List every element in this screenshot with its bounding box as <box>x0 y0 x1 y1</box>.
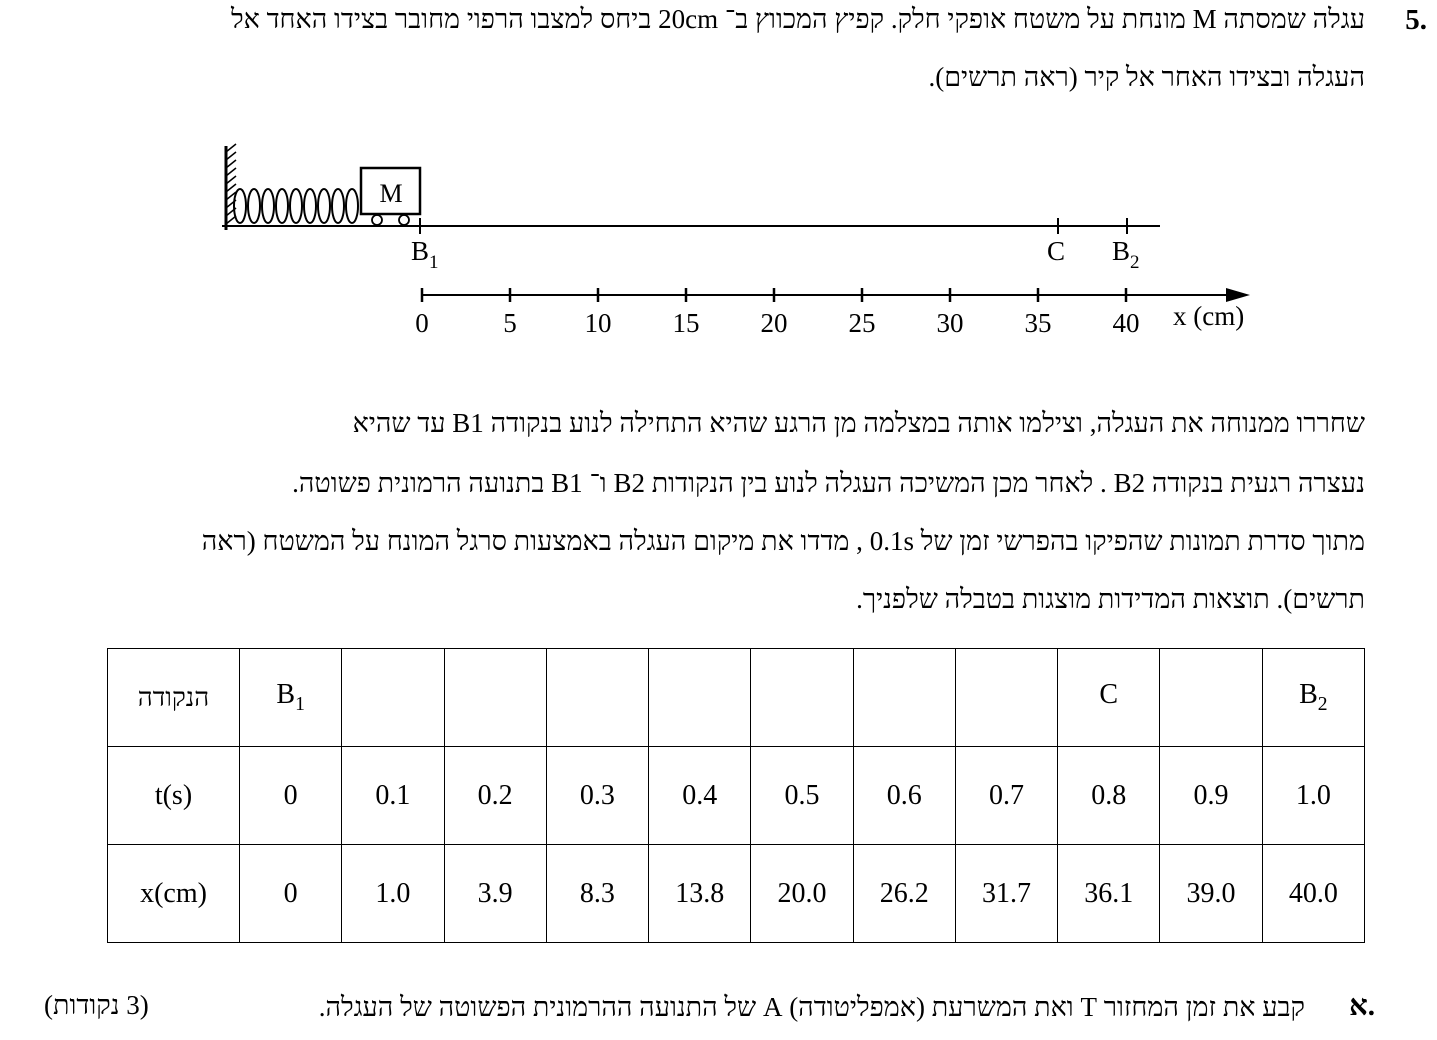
time-cell: 0.4 <box>649 747 751 845</box>
row-label-position: x(cm) <box>108 845 240 943</box>
cart-wheel <box>372 215 382 225</box>
spring-cart-diagram <box>0 0 1437 360</box>
time-cell: 0.3 <box>546 747 648 845</box>
time-cell: 0.7 <box>955 747 1057 845</box>
point-cell <box>955 649 1057 747</box>
subquestion-points: (3 נקודות) <box>44 990 149 1020</box>
time-cell: 0.9 <box>1160 747 1262 845</box>
time-cell: 0.6 <box>853 747 955 845</box>
time-cell: 0.2 <box>444 747 546 845</box>
cart-wheel <box>399 215 409 225</box>
spring <box>234 189 358 223</box>
x-axis-arrow <box>1226 288 1250 302</box>
table-row-positions <box>108 845 1365 943</box>
position-cell: 31.7 <box>955 845 1057 943</box>
point-b2-label: $B_2$ <box>1112 236 1140 273</box>
measurement-table <box>107 648 1365 943</box>
point-cell <box>342 649 444 747</box>
ruler-tick-label: 5 <box>503 308 517 338</box>
position-cell: 3.9 <box>444 845 546 943</box>
position-cell: 26.2 <box>853 845 955 943</box>
question-text-line-1: עגלה שמסתה M מונחת על משטח אופקי חלק. קפיץ המכווץ ב־ 20cm ביחס למצבו הרפוי מחובר בצידו האחד אל <box>230 4 1365 34</box>
position-cell: 0 <box>240 845 342 943</box>
axis-unit-label: x (cm) <box>1173 301 1245 331</box>
question-text-line-2: העגלה ובצידו האחר אל קיר (ראה תרשים). <box>928 62 1365 92</box>
row-label-point: הנקודה <box>108 649 240 747</box>
ruler-tick-label: 25 <box>848 308 876 338</box>
point-cell <box>649 649 751 747</box>
subquestion-letter: א. <box>1349 990 1375 1022</box>
point-c-label: C <box>1047 236 1066 266</box>
point-cell <box>444 649 546 747</box>
point-cell <box>546 649 648 747</box>
ruler-tick-label: 15 <box>672 308 700 338</box>
subquestion-text: קבע את זמן המחזור T ואת המשרעת (אמפליטודה) A של התנועה ההרמונית הפשוטה של העגלה. <box>318 992 1305 1022</box>
point-subscript: 2 <box>1317 693 1328 715</box>
ruler-tick-label: 30 <box>936 308 964 338</box>
position-cell: 39.0 <box>1160 845 1262 943</box>
time-cell: 0.1 <box>342 747 444 845</box>
point-subscript: 1 <box>295 693 305 715</box>
question-text-line-6: תרשים). תוצאות המדידות מוצגות בטבלה שלפניך. <box>856 584 1365 614</box>
row-label-time: t(s) <box>108 747 240 845</box>
point-name: B <box>1299 679 1318 711</box>
question-text-line-3: שחררו ממנוחה את העגלה, וצילמו אותה במצלמה מן הרגע שהיא התחילה לנוע בנקודה B1 עד שהיא <box>352 408 1365 438</box>
position-cell: 1.0 <box>342 845 444 943</box>
time-cell: 0.5 <box>751 747 853 845</box>
position-cell: 13.8 <box>649 845 751 943</box>
point-cell <box>1058 649 1160 747</box>
question-number: 5. <box>1405 4 1427 36</box>
point-cell <box>1262 649 1364 747</box>
position-cell: 36.1 <box>1058 845 1160 943</box>
ruler-tick-label: 40 <box>1112 308 1140 338</box>
point-cell <box>751 649 853 747</box>
point-b1-label: $B_1$ <box>411 236 439 273</box>
ruler-tick-label: 35 <box>1024 308 1052 338</box>
table-row-times <box>108 747 1365 845</box>
position-cell: 20.0 <box>751 845 853 943</box>
point-name: C <box>1099 679 1119 711</box>
question-text-line-5: מתוך סדרת תמונות שהפיקו בהפרשי זמן של 0.1s , מדדו את מיקום העגלה באמצעות סרגל המונח על המשטח (ראה <box>201 526 1365 556</box>
table-row-points <box>108 649 1365 747</box>
point-name: B <box>276 679 296 711</box>
position-cell: 8.3 <box>546 845 648 943</box>
ruler-tick-label: 20 <box>760 308 788 338</box>
time-cell: 1.0 <box>1262 747 1364 845</box>
time-cell: 0.8 <box>1058 747 1160 845</box>
ruler-tick-label: 0 <box>415 308 429 338</box>
point-cell <box>1160 649 1262 747</box>
mass-label: M <box>379 179 403 208</box>
point-cell <box>853 649 955 747</box>
point-cell <box>240 649 342 747</box>
position-cell: 40.0 <box>1262 845 1364 943</box>
question-text-line-4: נעצרה רגעית בנקודה B2 . לאחר מכן המשיכה העגלה לנוע בין הנקודות B2 ו־ B1 בתנועה הרמונית פשוטה. <box>292 468 1365 498</box>
ruler-tick-label: 10 <box>584 308 612 338</box>
time-cell: 0 <box>240 747 342 845</box>
